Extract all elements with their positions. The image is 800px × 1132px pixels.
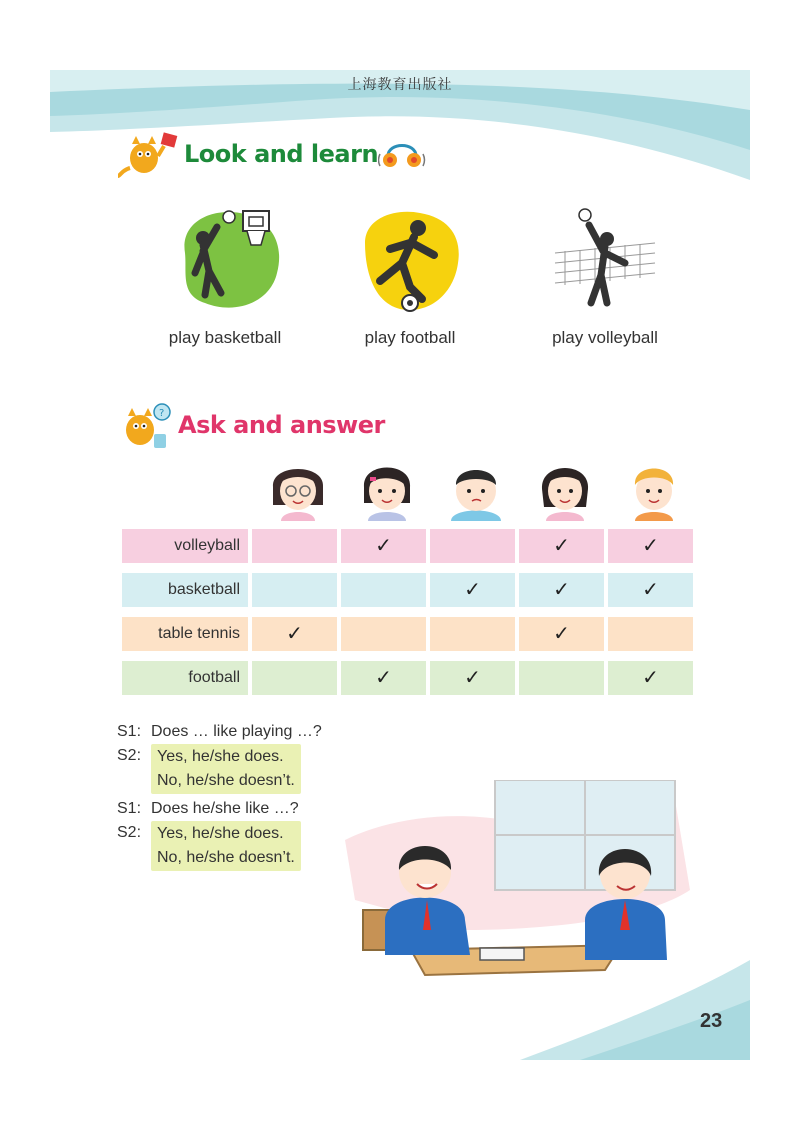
headphones-icon[interactable]: [378, 136, 426, 172]
child-face-2: [342, 453, 431, 521]
check-cell: ✓: [341, 661, 426, 695]
sport-label: play volleyball: [552, 328, 658, 347]
check-cell: ✓: [608, 661, 693, 695]
page-number: 23: [700, 1010, 723, 1032]
dialogue-block-1: [117, 720, 322, 794]
check-cell: ✓: [341, 529, 426, 563]
question-line: [117, 720, 322, 744]
section-title: Ask and answer: [178, 411, 385, 439]
child-face-5: [609, 453, 698, 521]
sport-label: play basketball: [168, 328, 282, 347]
dialogue-block-2: [117, 797, 301, 871]
question-text: Does he/she like …?: [151, 800, 299, 817]
check-cell: [341, 617, 426, 651]
answer-box: [151, 821, 301, 871]
answer-line: [117, 744, 322, 794]
answer-no: No, he/she doesn’t.: [157, 849, 295, 866]
svg-text:?: ?: [159, 408, 165, 419]
answer-yes: Yes, he/she does.: [157, 825, 284, 842]
boy-round-face-avatar: [441, 453, 511, 521]
publisher-name: 上海教育出版社: [347, 77, 453, 93]
row-label-table-tennis: table tennis: [122, 617, 248, 651]
check-cell: ✓: [519, 617, 604, 651]
table-row: [122, 617, 697, 651]
cat-mascot-phone-icon: [118, 400, 176, 450]
child-face-4: [520, 453, 609, 521]
check-cell: [430, 617, 515, 651]
girl-short-hair-avatar: [530, 453, 600, 521]
check-cell: [252, 529, 337, 563]
table-row: [122, 661, 697, 695]
survey-table: [122, 529, 697, 705]
speaker-label: S2:: [117, 824, 142, 841]
check-cell: ✓: [519, 573, 604, 607]
row-label-football: football: [122, 661, 248, 695]
cat-mascot-reading-icon: [118, 130, 180, 178]
sport-label: play football: [364, 328, 456, 347]
check-cell: ✓: [430, 573, 515, 607]
check-cell: [341, 573, 426, 607]
table-row: [122, 573, 697, 607]
check-cell: ✓: [608, 529, 693, 563]
volleyball-player-icon: [545, 203, 665, 318]
ask-and-answer-heading: [118, 400, 385, 450]
answer-yes: Yes, he/she does.: [157, 748, 284, 765]
footer-wave-decoration: [520, 950, 750, 1060]
section-title: Look and learn: [184, 140, 379, 168]
question-line: [117, 797, 301, 821]
check-cell: [252, 661, 337, 695]
check-cell: [430, 529, 515, 563]
check-cell: ✓: [519, 529, 604, 563]
girl-with-glasses-avatar: [263, 453, 333, 521]
basketball-player-icon: [165, 203, 285, 318]
child-face-1: [253, 453, 342, 521]
textbook-page: [50, 70, 750, 1060]
check-cell: [252, 573, 337, 607]
girl-with-hair-clip-avatar: [352, 453, 422, 521]
children-faces-row: [253, 453, 698, 521]
speaker-label: S1:: [117, 723, 142, 740]
speaker-label: S1:: [117, 800, 142, 817]
table-row: [122, 529, 697, 563]
sport-card-football: [325, 203, 495, 348]
answer-box: [151, 744, 301, 794]
boy-blond-avatar: [619, 453, 689, 521]
sport-card-volleyball: [520, 203, 690, 348]
answer-no: No, he/she doesn’t.: [157, 772, 295, 789]
check-cell: [608, 617, 693, 651]
answer-line: [117, 821, 301, 871]
row-label-basketball: basketball: [122, 573, 248, 607]
check-cell: ✓: [430, 661, 515, 695]
speaker-label: S2:: [117, 747, 142, 764]
look-and-learn-heading: [118, 130, 426, 178]
football-player-icon: [350, 203, 470, 318]
check-cell: ✓: [608, 573, 693, 607]
check-cell: [519, 661, 604, 695]
row-label-volleyball: volleyball: [122, 529, 248, 563]
check-cell: ✓: [252, 617, 337, 651]
child-face-3: [431, 453, 520, 521]
question-text: Does … like playing …?: [151, 723, 322, 740]
sport-card-basketball: [140, 203, 310, 348]
